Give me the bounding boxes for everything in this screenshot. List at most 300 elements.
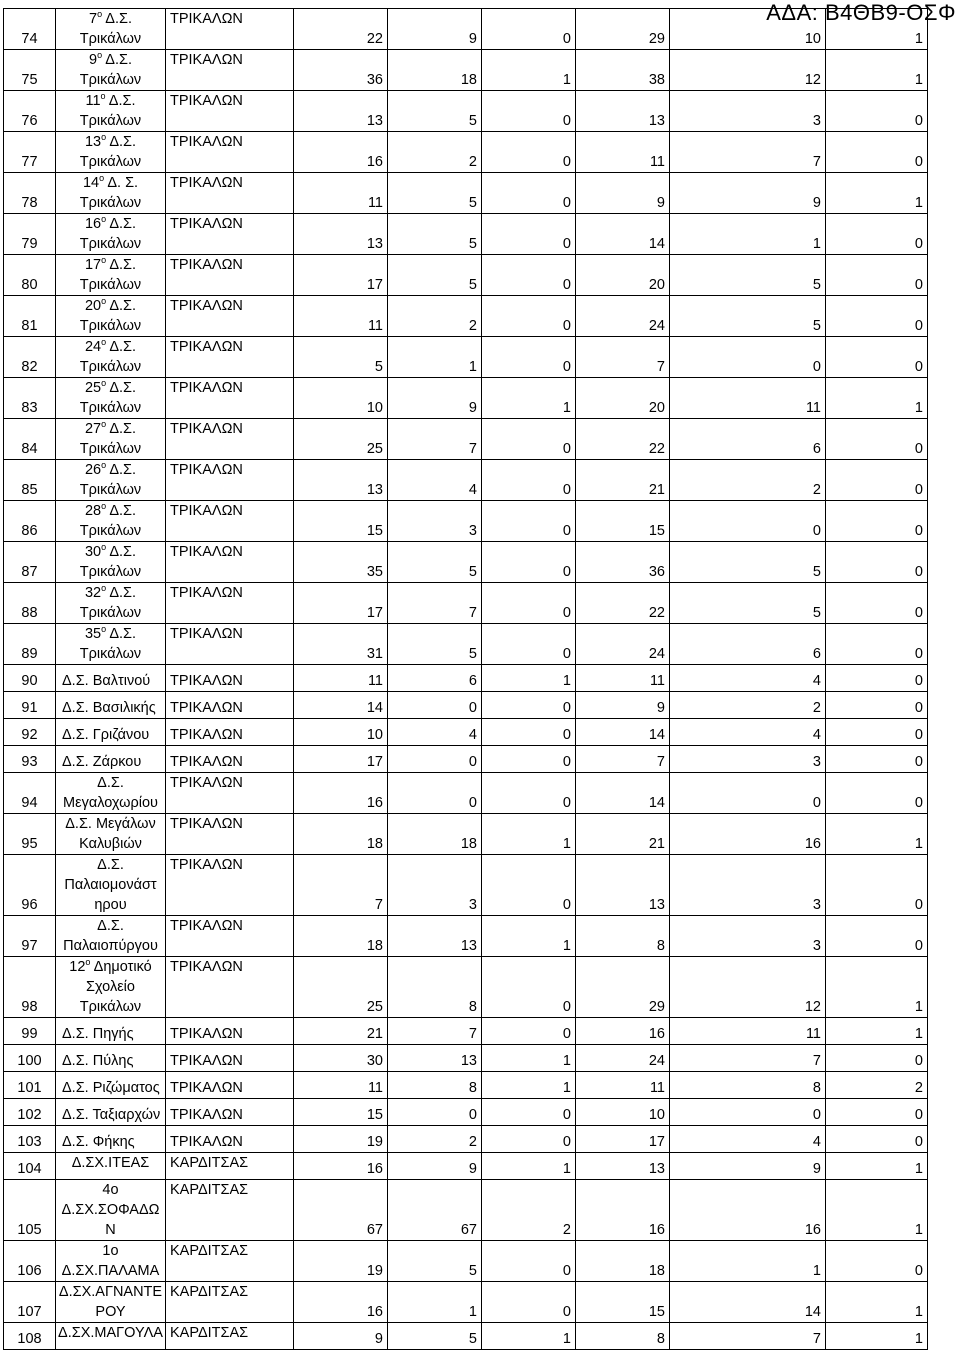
- ordinal-number: 35: [84, 626, 102, 642]
- region-text: ΤΡΙΚΑΛΩΝ: [170, 216, 243, 232]
- cell-value: 18: [460, 836, 477, 852]
- school-name: [56, 1180, 166, 1241]
- cell-value: 1: [914, 72, 923, 88]
- row-number: [4, 1323, 56, 1350]
- school-name-line: Δ.Σ.: [97, 857, 124, 873]
- table-row: [4, 1180, 928, 1241]
- row-number-text: 77: [21, 154, 38, 170]
- row-number-text: 104: [17, 1161, 42, 1177]
- cell-value: 9: [468, 31, 477, 47]
- school-name: [56, 1323, 166, 1350]
- region-cell: [166, 419, 294, 460]
- cell-value: 0: [914, 564, 923, 580]
- region-cell: [166, 692, 294, 719]
- row-number-text: 82: [21, 359, 38, 375]
- value-cell: [576, 814, 670, 855]
- value-cell: [388, 692, 482, 719]
- value-cell: [388, 1323, 482, 1350]
- region-text: ΤΡΙΚΑΛΩΝ: [170, 380, 243, 396]
- cell-value: 11: [805, 1026, 821, 1042]
- cell-value: 8: [656, 1331, 665, 1347]
- value-cell: [294, 419, 388, 460]
- region-cell: [166, 665, 294, 692]
- school-name: [56, 1282, 166, 1323]
- cell-value: 18: [648, 1263, 665, 1279]
- cell-value: 5: [468, 1263, 477, 1279]
- cell-value: 25: [366, 441, 383, 457]
- region-text: ΚΑΡΔΙΤΣΑΣ: [170, 1155, 249, 1171]
- value-cell: [576, 1241, 670, 1282]
- school-town: Τρικάλων: [79, 113, 142, 129]
- cell-value: 2: [562, 1222, 571, 1238]
- value-cell: [826, 1153, 928, 1180]
- value-cell: [482, 1180, 576, 1241]
- row-number-text: 108: [17, 1331, 42, 1347]
- school-name: [56, 91, 166, 132]
- school-name-line: Μεγαλοχωρίου: [63, 795, 158, 811]
- school-name-text: Δ.Σ. Γριζάνου: [62, 727, 150, 743]
- cell-value: 14: [648, 795, 665, 811]
- cell-value: 11: [367, 1080, 383, 1096]
- cell-value: 5: [812, 605, 821, 621]
- cell-value: 7: [468, 441, 477, 457]
- ordinal-number: 25: [84, 380, 102, 396]
- value-cell: [482, 50, 576, 91]
- table-row: [4, 1241, 928, 1282]
- row-number-text: 76: [21, 113, 38, 129]
- value-cell: [576, 460, 670, 501]
- value-cell: [826, 746, 928, 773]
- value-cell: [482, 91, 576, 132]
- value-cell: [294, 9, 388, 50]
- cell-value: 11: [649, 154, 665, 170]
- ordinal-sup: ο: [101, 501, 107, 512]
- value-cell: [826, 1323, 928, 1350]
- value-cell: [388, 1072, 482, 1099]
- row-number: [4, 460, 56, 501]
- region-cell: [166, 624, 294, 665]
- school-type: Δ.Σ.: [102, 11, 133, 27]
- value-cell: [826, 542, 928, 583]
- value-cell: [576, 91, 670, 132]
- region-cell: [166, 501, 294, 542]
- cell-value: 1: [914, 1161, 923, 1177]
- row-number: [4, 255, 56, 296]
- school-name: [56, 296, 166, 337]
- value-cell: [826, 460, 928, 501]
- school-town: Τρικάλων: [79, 318, 142, 334]
- region-text: ΤΡΙΚΑΛΩΝ: [170, 727, 243, 743]
- school-name-text: Δ.Σ. Βαλτινού: [62, 673, 151, 689]
- value-cell: [826, 9, 928, 50]
- value-cell: [670, 719, 826, 746]
- value-cell: [576, 1099, 670, 1126]
- cell-value: 7: [468, 605, 477, 621]
- cell-value: 4: [468, 482, 477, 498]
- value-cell: [826, 719, 928, 746]
- value-cell: [670, 692, 826, 719]
- row-number-text: 94: [21, 795, 38, 811]
- value-cell: [482, 460, 576, 501]
- cell-value: 7: [812, 1331, 821, 1347]
- cell-value: 12: [804, 999, 821, 1015]
- cell-value: 30: [366, 1053, 383, 1069]
- school-name: [56, 957, 166, 1018]
- value-cell: [576, 173, 670, 214]
- value-cell: [388, 1241, 482, 1282]
- row-number: [4, 296, 56, 337]
- cell-value: 5: [468, 1331, 477, 1347]
- school-name-line: ΡΟΥ: [95, 1304, 126, 1320]
- table-row: [4, 296, 928, 337]
- school-name-text: Δ.Σ. Πύλης: [62, 1053, 134, 1069]
- value-cell: [294, 378, 388, 419]
- cell-value: 11: [649, 673, 665, 689]
- ordinal-number: 32: [84, 585, 102, 601]
- value-cell: [576, 296, 670, 337]
- cell-value: 1: [914, 836, 923, 852]
- table-row: [4, 419, 928, 460]
- table-row: [4, 583, 928, 624]
- value-cell: [576, 624, 670, 665]
- value-cell: [294, 746, 388, 773]
- cell-value: 11: [367, 318, 383, 334]
- region-text: ΤΡΙΚΑΛΩΝ: [170, 959, 243, 975]
- school-town: Τρικάλων: [79, 359, 142, 375]
- value-cell: [670, 624, 826, 665]
- school-type: Δ.Σ.: [106, 503, 137, 519]
- value-cell: [388, 460, 482, 501]
- cell-value: 0: [914, 441, 923, 457]
- table-row: [4, 1126, 928, 1153]
- cell-value: 10: [366, 727, 383, 743]
- value-cell: [670, 542, 826, 583]
- cell-value: 0: [914, 673, 923, 689]
- school-name-line: Δ.Σ. Μεγάλων: [65, 816, 156, 832]
- cell-value: 0: [562, 277, 571, 293]
- value-cell: [826, 1099, 928, 1126]
- value-cell: [482, 957, 576, 1018]
- region-text: ΤΡΙΚΑΛΩΝ: [170, 775, 243, 791]
- ordinal-number: 13: [84, 134, 102, 150]
- cell-value: 0: [914, 938, 923, 954]
- value-cell: [670, 1126, 826, 1153]
- school-name: [56, 501, 166, 542]
- value-cell: [576, 583, 670, 624]
- value-cell: [388, 1018, 482, 1045]
- school-name-line: 1ο: [102, 1243, 119, 1259]
- value-cell: [576, 501, 670, 542]
- value-cell: [482, 1018, 576, 1045]
- cell-value: 14: [804, 1304, 821, 1320]
- table-row: [4, 542, 928, 583]
- value-cell: [388, 255, 482, 296]
- value-cell: [294, 255, 388, 296]
- cell-value: 0: [562, 1304, 571, 1320]
- region-cell: [166, 1018, 294, 1045]
- school-name-line: Δ.ΣΧ.ΜΑΓΟΥΛΑ: [58, 1325, 163, 1341]
- ordinal-number: 26: [84, 462, 102, 478]
- region-cell: [166, 746, 294, 773]
- value-cell: [388, 337, 482, 378]
- ordinal-sup: ο: [101, 132, 107, 143]
- cell-value: 15: [648, 523, 665, 539]
- row-number: [4, 1153, 56, 1180]
- row-number-text: 98: [21, 999, 38, 1015]
- region-cell: [166, 50, 294, 91]
- cell-value: 0: [468, 754, 477, 770]
- cell-value: 0: [562, 754, 571, 770]
- ordinal-number: 28: [84, 503, 102, 519]
- school-name: [56, 542, 166, 583]
- school-type: Δ.Σ.: [106, 626, 137, 642]
- school-town: Τρικάλων: [79, 564, 142, 580]
- region-text: ΤΡΙΚΑΛΩΝ: [170, 816, 243, 832]
- value-cell: [826, 665, 928, 692]
- cell-value: 0: [914, 727, 923, 743]
- region-cell: [166, 1180, 294, 1241]
- school-town: Τρικάλων: [79, 605, 142, 621]
- cell-value: 5: [812, 564, 821, 580]
- value-cell: [670, 1045, 826, 1072]
- cell-value: 0: [562, 195, 571, 211]
- value-cell: [388, 1045, 482, 1072]
- row-number: [4, 419, 56, 460]
- value-cell: [388, 501, 482, 542]
- cell-value: 1: [468, 359, 477, 375]
- value-cell: [826, 1018, 928, 1045]
- value-cell: [294, 1099, 388, 1126]
- cell-value: 36: [366, 72, 383, 88]
- cell-value: 13: [366, 482, 383, 498]
- school-type: Δ.Σ.: [106, 380, 137, 396]
- cell-value: 15: [366, 523, 383, 539]
- school-town: Τρικάλων: [79, 277, 142, 293]
- cell-value: 18: [460, 72, 477, 88]
- table-row: [4, 855, 928, 916]
- cell-value: 16: [804, 836, 821, 852]
- cell-value: 5: [374, 359, 383, 375]
- cell-value: 0: [562, 113, 571, 129]
- region-text: ΤΡΙΚΑΛΩΝ: [170, 544, 243, 560]
- region-text: ΤΡΙΚΑΛΩΝ: [170, 11, 243, 27]
- region-text: ΤΡΙΚΑΛΩΝ: [170, 462, 243, 478]
- value-cell: [482, 296, 576, 337]
- row-number: [4, 91, 56, 132]
- value-cell: [576, 542, 670, 583]
- value-cell: [576, 719, 670, 746]
- school-town: Τρικάλων: [79, 441, 142, 457]
- value-cell: [388, 50, 482, 91]
- cell-value: 5: [468, 646, 477, 662]
- cell-value: 8: [468, 1080, 477, 1096]
- row-number-text: 100: [17, 1053, 42, 1069]
- value-cell: [826, 1241, 928, 1282]
- cell-value: 3: [812, 897, 821, 913]
- row-number: [4, 957, 56, 1018]
- region-cell: [166, 1126, 294, 1153]
- row-number-text: 106: [17, 1263, 42, 1279]
- cell-value: 21: [366, 1026, 383, 1042]
- row-number: [4, 50, 56, 91]
- cell-value: 19: [366, 1263, 383, 1279]
- school-type: Δ.Σ.: [106, 462, 137, 478]
- row-number: [4, 1045, 56, 1072]
- cell-value: 21: [648, 836, 665, 852]
- value-cell: [388, 214, 482, 255]
- value-cell: [576, 1180, 670, 1241]
- ordinal-number: 11: [85, 93, 101, 109]
- value-cell: [388, 132, 482, 173]
- school-town: Τρικάλων: [79, 523, 142, 539]
- cell-value: 24: [648, 1053, 665, 1069]
- value-cell: [294, 501, 388, 542]
- school-name: [56, 460, 166, 501]
- cell-value: 11: [649, 1080, 665, 1096]
- cell-value: 0: [914, 277, 923, 293]
- cell-value: 0: [562, 605, 571, 621]
- cell-value: 1: [562, 938, 571, 954]
- value-cell: [482, 1045, 576, 1072]
- cell-value: 0: [468, 700, 477, 716]
- value-cell: [294, 1323, 388, 1350]
- school-name: [56, 814, 166, 855]
- row-number: [4, 337, 56, 378]
- value-cell: [576, 9, 670, 50]
- ordinal-sup: ο: [101, 337, 107, 348]
- region-cell: [166, 1099, 294, 1126]
- school-name: [56, 1126, 166, 1153]
- cell-value: 20: [648, 277, 665, 293]
- ordinal-number: 24: [84, 339, 102, 355]
- school-name-line: Δ.ΣΧ.ΑΓΝΑΝΤΕ: [58, 1284, 163, 1300]
- region-text: ΤΡΙΚΑΛΩΝ: [170, 175, 243, 191]
- cell-value: 17: [648, 1134, 665, 1150]
- cell-value: 5: [468, 113, 477, 129]
- value-cell: [482, 501, 576, 542]
- cell-value: 0: [914, 523, 923, 539]
- region-text: ΚΑΡΔΙΤΣΑΣ: [170, 1325, 249, 1341]
- row-number: [4, 1126, 56, 1153]
- value-cell: [388, 1282, 482, 1323]
- region-cell: [166, 773, 294, 814]
- school-name: [56, 132, 166, 173]
- table-row: [4, 624, 928, 665]
- cell-value: 16: [648, 1222, 665, 1238]
- value-cell: [576, 132, 670, 173]
- row-number: [4, 1018, 56, 1045]
- region-cell: [166, 1045, 294, 1072]
- row-number-text: 86: [21, 523, 38, 539]
- value-cell: [576, 50, 670, 91]
- value-cell: [388, 624, 482, 665]
- ordinal-sup: ο: [85, 957, 91, 968]
- table-row: [4, 460, 928, 501]
- value-cell: [670, 583, 826, 624]
- cell-value: 5: [468, 564, 477, 580]
- region-text: ΤΡΙΚΑΛΩΝ: [170, 1134, 243, 1150]
- cell-value: 19: [366, 1134, 383, 1150]
- cell-value: 1: [562, 673, 571, 689]
- cell-value: 20: [648, 400, 665, 416]
- row-number-text: 75: [21, 72, 38, 88]
- cell-value: 22: [366, 31, 383, 47]
- cell-value: 13: [366, 113, 383, 129]
- region-cell: [166, 916, 294, 957]
- value-cell: [294, 665, 388, 692]
- value-cell: [482, 255, 576, 296]
- school-name: [56, 9, 166, 50]
- school-town: Τρικάλων: [79, 195, 142, 211]
- value-cell: [670, 1282, 826, 1323]
- cell-value: 11: [367, 673, 383, 689]
- cell-value: 0: [812, 523, 821, 539]
- region-text: ΚΑΡΔΙΤΣΑΣ: [170, 1182, 249, 1198]
- cell-value: 0: [562, 897, 571, 913]
- row-number-text: 87: [21, 564, 38, 580]
- cell-value: 3: [812, 113, 821, 129]
- ordinal-number: 30: [84, 544, 102, 560]
- cell-value: 0: [812, 1107, 821, 1123]
- cell-value: 12: [804, 72, 821, 88]
- cell-value: 1: [914, 1331, 923, 1347]
- value-cell: [670, 665, 826, 692]
- table-row: [4, 1153, 928, 1180]
- school-type: Δ. Σ.: [104, 175, 139, 191]
- cell-value: 9: [656, 195, 665, 211]
- region-text: ΤΡΙΚΑΛΩΝ: [170, 673, 243, 689]
- cell-value: 36: [648, 564, 665, 580]
- cell-value: 22: [648, 605, 665, 621]
- cell-value: 5: [812, 277, 821, 293]
- value-cell: [388, 1180, 482, 1241]
- cell-value: 4: [812, 673, 821, 689]
- cell-value: 2: [812, 700, 821, 716]
- value-cell: [670, 255, 826, 296]
- ordinal-number: 7: [88, 11, 98, 27]
- region-text: ΤΡΙΚΑΛΩΝ: [170, 626, 243, 642]
- value-cell: [388, 916, 482, 957]
- cell-value: 14: [366, 700, 383, 716]
- value-cell: [670, 1180, 826, 1241]
- value-cell: [294, 773, 388, 814]
- region-cell: [166, 132, 294, 173]
- school-name-text: Δ.Σ. Φήκης: [62, 1134, 135, 1150]
- value-cell: [670, 9, 826, 50]
- ordinal-number: 14: [82, 175, 100, 191]
- value-cell: [576, 337, 670, 378]
- value-cell: [826, 378, 928, 419]
- cell-value: 3: [468, 523, 477, 539]
- cell-value: 0: [914, 236, 923, 252]
- school-name: [56, 1153, 166, 1180]
- value-cell: [826, 214, 928, 255]
- value-cell: [670, 1072, 826, 1099]
- row-number-text: 88: [21, 605, 38, 621]
- school-type: Δ.Σ.: [106, 134, 137, 150]
- value-cell: [576, 1072, 670, 1099]
- school-town: Τρικάλων: [79, 154, 142, 170]
- value-cell: [482, 132, 576, 173]
- cell-value: 35: [366, 564, 383, 580]
- value-cell: [294, 173, 388, 214]
- cell-value: 7: [656, 359, 665, 375]
- row-number-text: 90: [21, 673, 38, 689]
- region-cell: [166, 957, 294, 1018]
- cell-value: 9: [812, 195, 821, 211]
- ordinal-sup: ο: [101, 296, 107, 307]
- row-number: [4, 665, 56, 692]
